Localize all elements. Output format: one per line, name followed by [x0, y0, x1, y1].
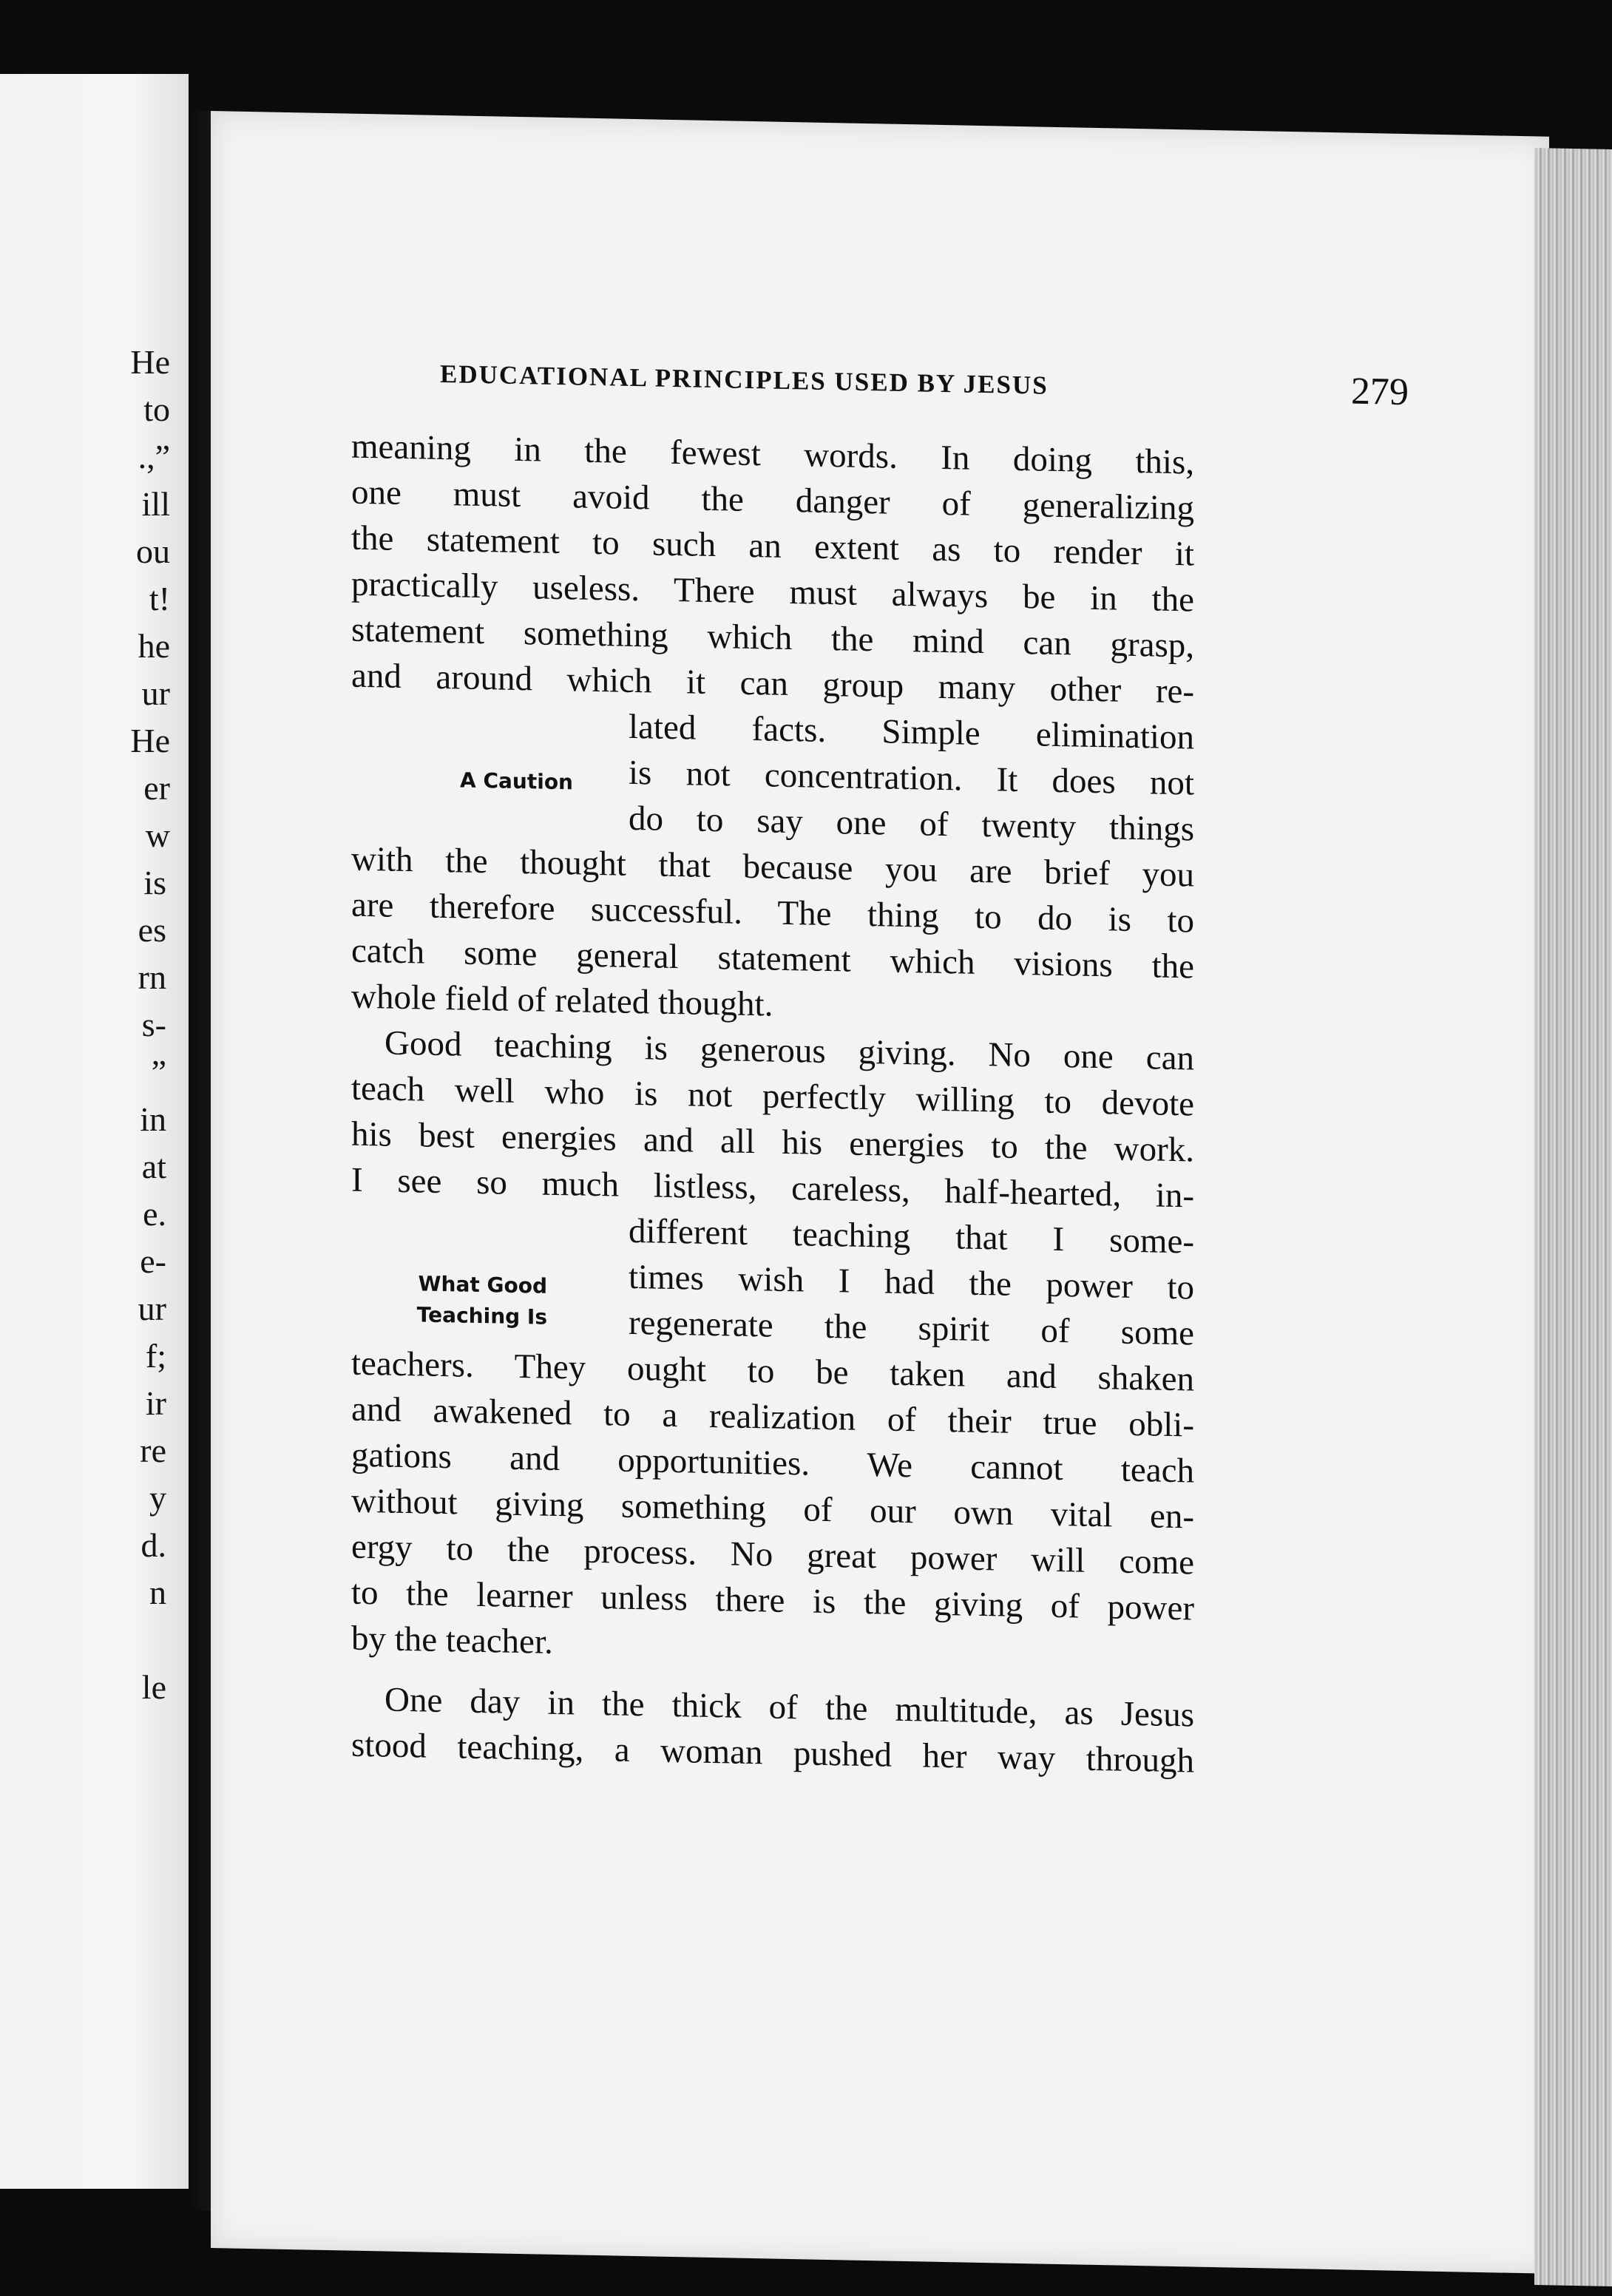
text-line: times wish I had the power to [629, 1257, 1194, 1307]
text-line: are therefore successful. The thing to do is to [351, 885, 1194, 941]
text-line: do to say one of twenty things [629, 799, 1194, 849]
previous-page-fragment: He [130, 722, 170, 759]
text-line: ergy to the process. No great power will come [351, 1527, 1194, 1582]
previous-page-fragment: w [145, 816, 170, 854]
text-line: with the thought that because you are brief you [351, 839, 1194, 895]
text-line: statement something which the mind can grasp, [351, 610, 1194, 666]
margin-note-what-good-teaching-is: What Good Teaching Is [416, 1271, 547, 1330]
previous-page-fragment: .,” [138, 438, 170, 475]
previous-page-fragment: ” [151, 1053, 166, 1091]
text-line: the statement to such an extent as to render it [351, 518, 1194, 574]
previous-page-fragment: t! [149, 580, 170, 617]
previous-page-fragment: re [140, 1432, 166, 1469]
previous-page-fragment: le [141, 1668, 166, 1706]
previous-page-fragment: at [141, 1148, 166, 1185]
previous-page-fragment: ur [141, 674, 170, 712]
previous-page-fragment: n [149, 1574, 166, 1611]
previous-page-fragment: y [149, 1479, 166, 1517]
previous-page-fragment: He [130, 343, 170, 381]
previous-page-fragment: f; [145, 1337, 166, 1375]
text-line: stood teaching, a woman pushed her way through [351, 1725, 1194, 1781]
text-line: meaning in the fewest words. In doing this, [351, 427, 1194, 482]
previous-page-fragment: is [143, 864, 166, 901]
running-head-title: EDUCATIONAL PRINCIPLES USED BY JESUS [440, 359, 1049, 400]
text-line: One day in the thick of the multitude, as Jesus [385, 1680, 1194, 1735]
running-head [440, 359, 1409, 414]
text-line: teach well who is not perfectly willing to devote [351, 1069, 1194, 1124]
previous-page-edge [0, 74, 189, 2189]
text-line: Good teaching is generous giving. No one can [385, 1023, 1194, 1078]
previous-page-fragment: rn [138, 958, 166, 996]
previous-page-fragment: in [140, 1100, 166, 1138]
text-line: and around which it can group many other re- [351, 656, 1194, 711]
previous-page-fragment: ir [145, 1384, 166, 1422]
text-line: whole field of related thought. [351, 977, 773, 1024]
previous-page-fragment: e- [140, 1242, 166, 1280]
previous-page-fragment: er [143, 769, 170, 807]
text-line: lated facts. Simple elimination [629, 707, 1194, 757]
book-page [211, 111, 1549, 2274]
previous-page-fragment: es [138, 911, 166, 949]
text-line: regenerate the spirit of some [629, 1303, 1194, 1353]
text-line: different teaching that I some- [629, 1211, 1194, 1262]
page-fore-edge [1534, 148, 1612, 2286]
text-line: teachers. They ought to be taken and shaken [351, 1344, 1194, 1399]
text-line: without giving something of our own vital en- [351, 1481, 1194, 1537]
previous-page-fragment: d. [140, 1526, 166, 1564]
text-line: and awakened to a realization of their true obli- [351, 1389, 1194, 1445]
text-line: I see so much listless, careless, half-hearted, in- [351, 1160, 1194, 1216]
text-line: by the teacher. [351, 1619, 553, 1662]
text-line: practically useless. There must always be in the [351, 564, 1194, 620]
text-line: catch some general statement which visions the [351, 931, 1194, 986]
text-line: his best energies and all his energies to the work. [351, 1114, 1194, 1170]
margin-note-caution: A Caution [460, 768, 573, 795]
previous-page-fragment: ill [141, 485, 170, 523]
previous-page-fragment: to [143, 390, 170, 428]
text-line: one must avoid the danger of generalizing [351, 473, 1194, 528]
previous-page-fragment: he [138, 627, 170, 665]
text-line: is not concentration. It does not [629, 753, 1194, 803]
previous-page-fragment: ur [138, 1290, 166, 1327]
text-line: to the learner unless there is the giving of power [351, 1573, 1194, 1628]
previous-page-fragment: e. [143, 1195, 166, 1233]
text-line: gations and opportunities. We cannot teach [351, 1435, 1194, 1491]
page-number: 279 [1351, 370, 1409, 414]
previous-page-fragment: ou [136, 532, 170, 570]
previous-page-fragment: s- [141, 1006, 166, 1043]
